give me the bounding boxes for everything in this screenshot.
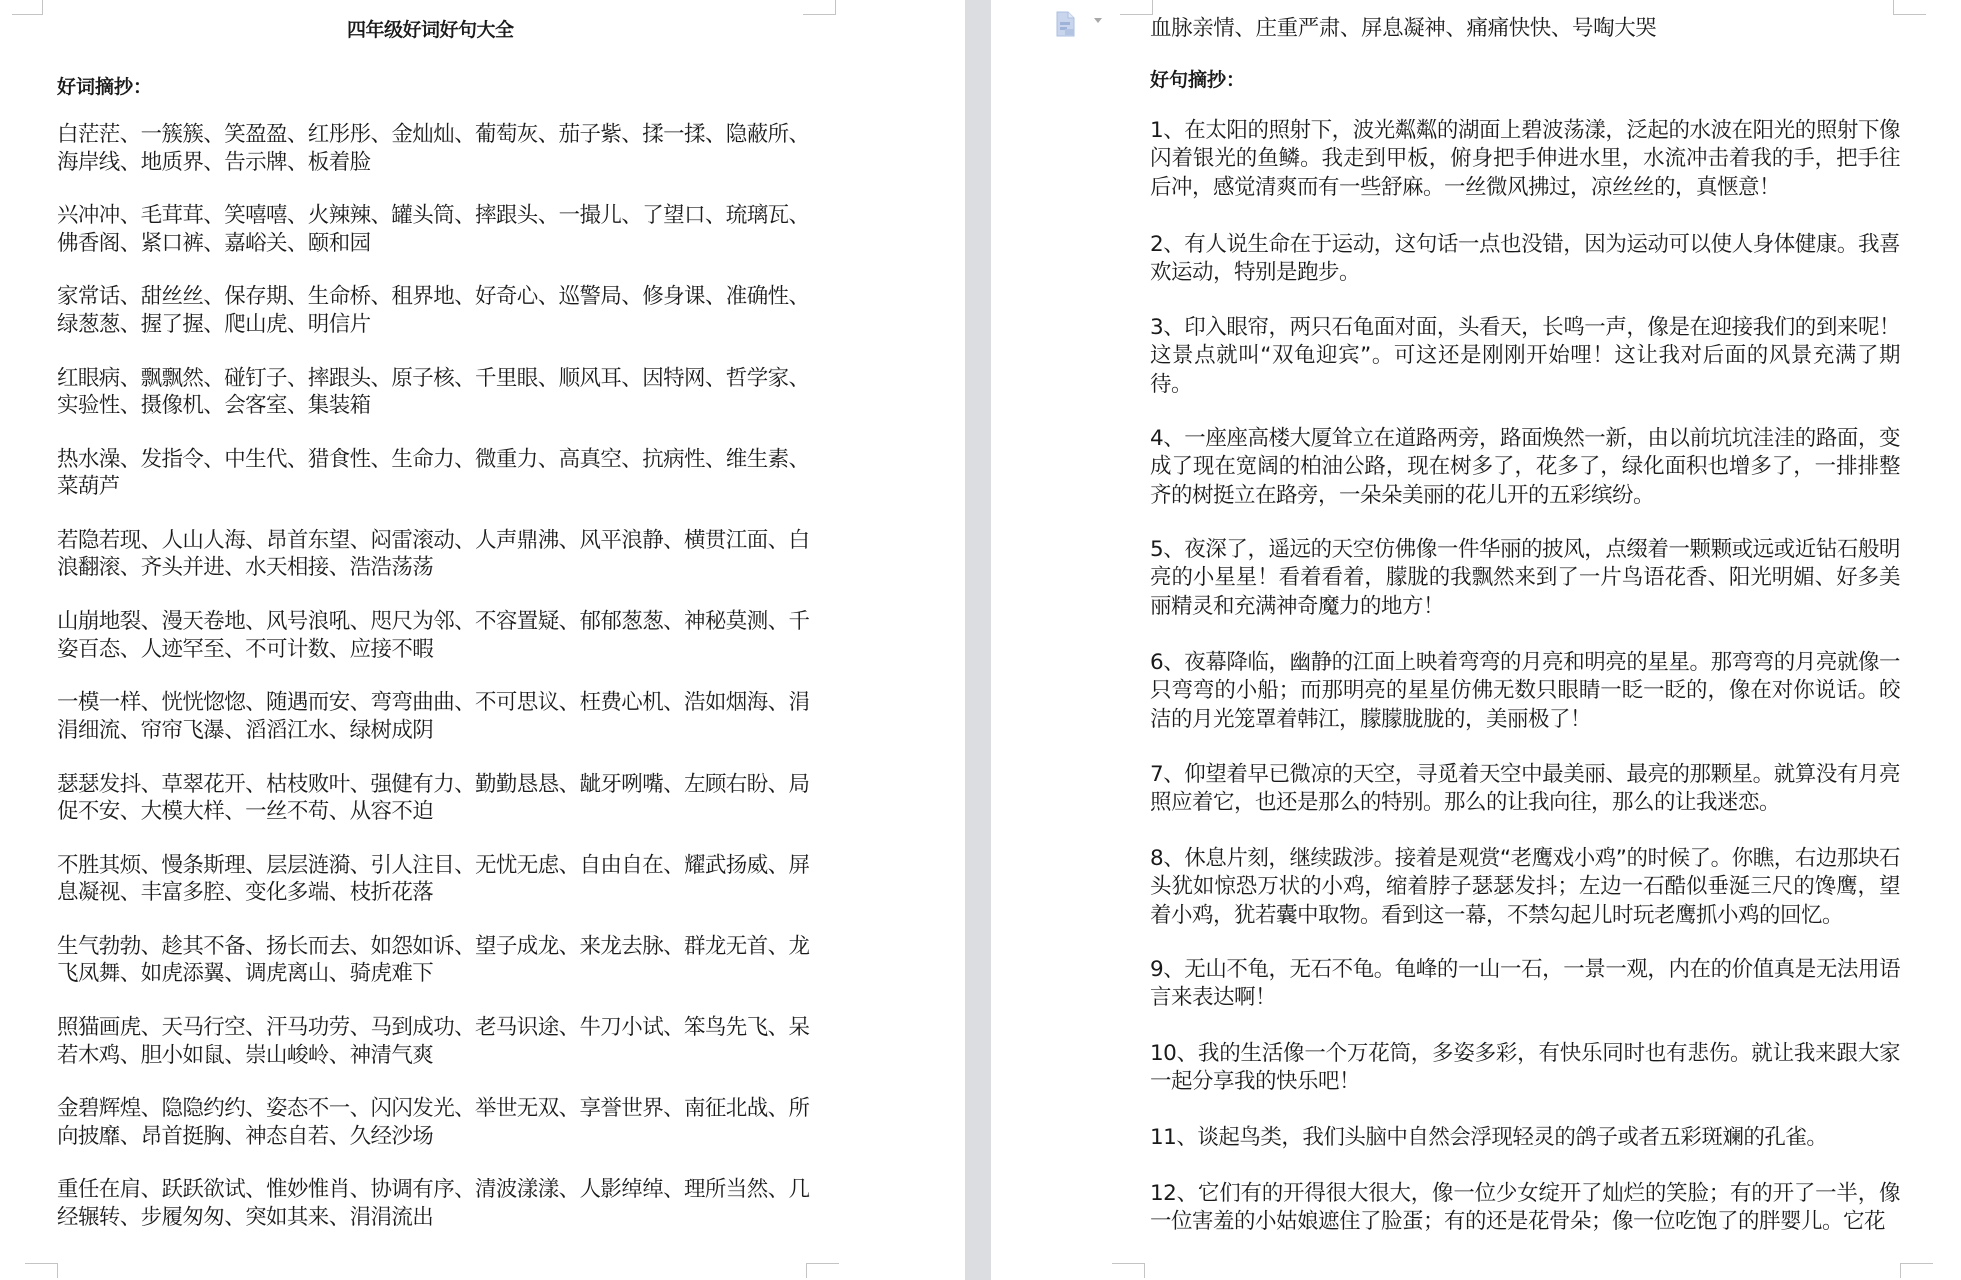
word-group: 金碧辉煌、隐隐约约、姿态不一、闪闪发光、举世无双、享誉世界、南征北战、所向披靡、昂首挺胸、神态自若、久经沙场 bbox=[57, 1096, 810, 1149]
crop-mark-bottom-right bbox=[806, 1263, 839, 1278]
sentence-item: 9、无山不龟，无石不龟。龟峰的一山一石，一景一观，内在的价值真是无法用语言来表达啊！ bbox=[1150, 957, 1900, 1011]
sentence-item: 7、仰望着早已微凉的天空，寻觅着天空中最美丽、最亮的那颗星。就算没有月亮照应着它，也还是那么的特别。那么的让我向往，那么的让我迷恋。 bbox=[1150, 762, 1900, 816]
crop-mark-bottom-left bbox=[1112, 1263, 1145, 1278]
word-group: 照猫画虎、天马行空、汗马功劳、马到成功、老马识途、牛刀小试、笨鸟先飞、呆若木鸡、胆小如鼠、崇山峻岭、神清气爽 bbox=[57, 1015, 810, 1068]
word-group: 生气勃勃、趁其不备、扬长而去、如怨如诉、望子成龙、来龙去脉、群龙无首、龙飞凤舞、如虎添翼、调虎离山、骑虎难下 bbox=[57, 933, 810, 987]
document-page-left bbox=[0, 0, 965, 1280]
word-group: 白茫茫、一簇簇、笑盈盈、红彤彤、金灿灿、葡萄灰、茄子紫、揉一揉、隐蔽所、海岸线、地质界、告示牌、板着脸 bbox=[57, 122, 810, 175]
crop-mark-bottom-right bbox=[1900, 1263, 1933, 1278]
sentence-item: 12、它们有的开得很大很大，像一位少女绽开了灿烂的笑脸；有的开了一半，像一位害羞的小姑娘遮住了脸蛋；有的还是花骨朵；像一位吃饱了的胖婴儿。它花 bbox=[1150, 1181, 1900, 1235]
word-group: 山崩地裂、漫天卷地、风号浪吼、咫尺为邻、不容置疑、郁郁葱葱、神秘莫测、千姿百态、人迹罕至、不可计数、应接不暇 bbox=[57, 609, 810, 662]
document-title: 四年级好词好句大全 bbox=[347, 19, 514, 41]
paste-options-icon[interactable] bbox=[1055, 11, 1077, 37]
section-heading-good-sentences: 好句摘抄： bbox=[1150, 69, 1246, 91]
word-group: 家常话、甜丝丝、保存期、生命桥、租界地、好奇心、巡警局、修身课、准确性、绿葱葱、握了握、爬山虎、明信片 bbox=[57, 284, 810, 337]
crop-mark-top-left bbox=[1120, 0, 1153, 15]
sentence-item: 5、夜深了，遥远的天空仿佛像一件华丽的披风，点缀着一颗颗或远或近钻石般明亮的小星星！看着看着，朦胧的我飘然来到了一片鸟语花香、阳光明媚、好多美丽精灵和充满神奇魔力的地方！ bbox=[1150, 537, 1900, 619]
crop-mark-bottom-left bbox=[25, 1263, 58, 1278]
sentence-item: 1、在太阳的照射下，波光粼粼的湖面上碧波荡漾，泛起的水波在阳光的照射下像闪着银光的鱼鳞。我走到甲板，俯身把手伸进水里，水流冲击着我的手，把手往后冲，感觉清爽而有一些舒麻。一丝微风拂过，凉丝丝的，真惬意！ bbox=[1150, 118, 1900, 200]
crop-mark-top-left bbox=[12, 0, 43, 15]
sentence-item: 2、有人说生命在于运动，这句话一点也没错，因为运动可以使人身体健康。我喜欢运动，特别是跑步。 bbox=[1150, 232, 1900, 286]
word-group: 若隐若现、人山人海、昂首东望、闷雷滚动、人声鼎沸、风平浪静、横贯江面、白浪翻滚、齐头并进、水天相接、浩浩荡荡 bbox=[57, 527, 810, 581]
word-group: 重任在肩、跃跃欲试、惟妙惟肖、协调有序、清波漾漾、人影绰绰、理所当然、几经辗转、步履匆匆、突如其来、涓涓流出 bbox=[57, 1177, 810, 1230]
word-group: 红眼病、飘飘然、碰钉子、摔跟头、原子核、千里眼、顺风耳、因特网、哲学家、实验性、摄像机、会客室、集装箱 bbox=[57, 365, 810, 419]
sentence-item: 3、印入眼帘，两只石龟面对面，头看天，长鸣一声，像是在迎接我们的到来呢！这景点就叫“双龟迎宾”。可这还是刚刚开始哩！这让我对后面的风景充满了期待。 bbox=[1150, 315, 1900, 397]
word-list bbox=[57, 121, 817, 1258]
sentence-item: 4、一座座高楼大厦耸立在道路两旁，路面焕然一新，由以前坑坑洼洼的路面，变成了现在宽阔的柏油公路，现在树多了，花多了，绿化面积也增多了，一排排整齐的树挺立在路旁，一朵朵美丽的花儿开的五彩缤纷。 bbox=[1150, 426, 1900, 508]
word-group: 兴冲冲、毛茸茸、笑嘻嘻、火辣辣、罐头筒、摔跟头、一撮儿、了望口、琉璃瓦、佛香阁、紧口裤、嘉峪关、颐和园 bbox=[57, 203, 810, 256]
crop-mark-top-right bbox=[803, 0, 836, 15]
continued-word-group: 血脉亲情、庄重严肃、屏息凝神、痛痛快快、号啕大哭 bbox=[1150, 16, 1657, 41]
sentence-item: 6、夜幕降临，幽静的江面上映着弯弯的月亮和明亮的星星。那弯弯的月亮就像一只弯弯的小船；而那明亮的星星仿佛无数只眼睛一眨一眨的，像在对你说话。皎洁的月光笼罩着韩江，朦朦胧胧的，美丽极了！ bbox=[1150, 650, 1900, 732]
sentence-item: 8、休息片刻，继续跋涉。接着是观赏“老鹰戏小鸡”的时候了。你瞧，右边那块石头犹如惊恐万状的小鸡，缩着脖子瑟瑟发抖；左边一石酷似垂涎三尺的馋鹰，望着小鸡，犹若囊中取物。看到这一幕，不禁勾起儿时玩老鹰抓小鸡的回忆。 bbox=[1150, 846, 1900, 928]
sentence-item: 11、谈起鸟类，我们头脑中自然会浮现轻灵的鸽子或者五彩斑斓的孔雀。 bbox=[1150, 1125, 1828, 1150]
paste-options-dropdown-icon[interactable] bbox=[1094, 18, 1102, 23]
crop-mark-top-right bbox=[1893, 0, 1926, 15]
word-group: 热水澡、发指令、中生代、猎食性、生命力、微重力、高真空、抗病性、维生素、菜葫芦 bbox=[57, 446, 810, 500]
section-heading-good-words: 好词摘抄： bbox=[57, 76, 153, 98]
word-group: 不胜其烦、慢条斯理、层层涟漪、引人注目、无忧无虑、自由自在、耀武扬威、屏息凝视、丰富多腔、变化多端、枝折花落 bbox=[57, 852, 810, 906]
word-group: 瑟瑟发抖、草翠花开、枯枝败叶、强健有力、勤勤恳恳、龇牙咧嘴、左顾右盼、局促不安、大模大样、一丝不苟、从容不迫 bbox=[57, 771, 810, 824]
sentence-item: 10、我的生活像一个万花筒，多姿多彩，有快乐同时也有悲伤。就让我来跟大家一起分享我的快乐吧！ bbox=[1150, 1041, 1900, 1095]
word-group: 一模一样、恍恍惚惚、随遇而安、弯弯曲曲、不可思议、枉费心机、浩如烟海、涓涓细流、帘帘飞瀑、滔滔江水、绿树成阴 bbox=[57, 690, 810, 743]
page-gutter bbox=[965, 0, 991, 1280]
